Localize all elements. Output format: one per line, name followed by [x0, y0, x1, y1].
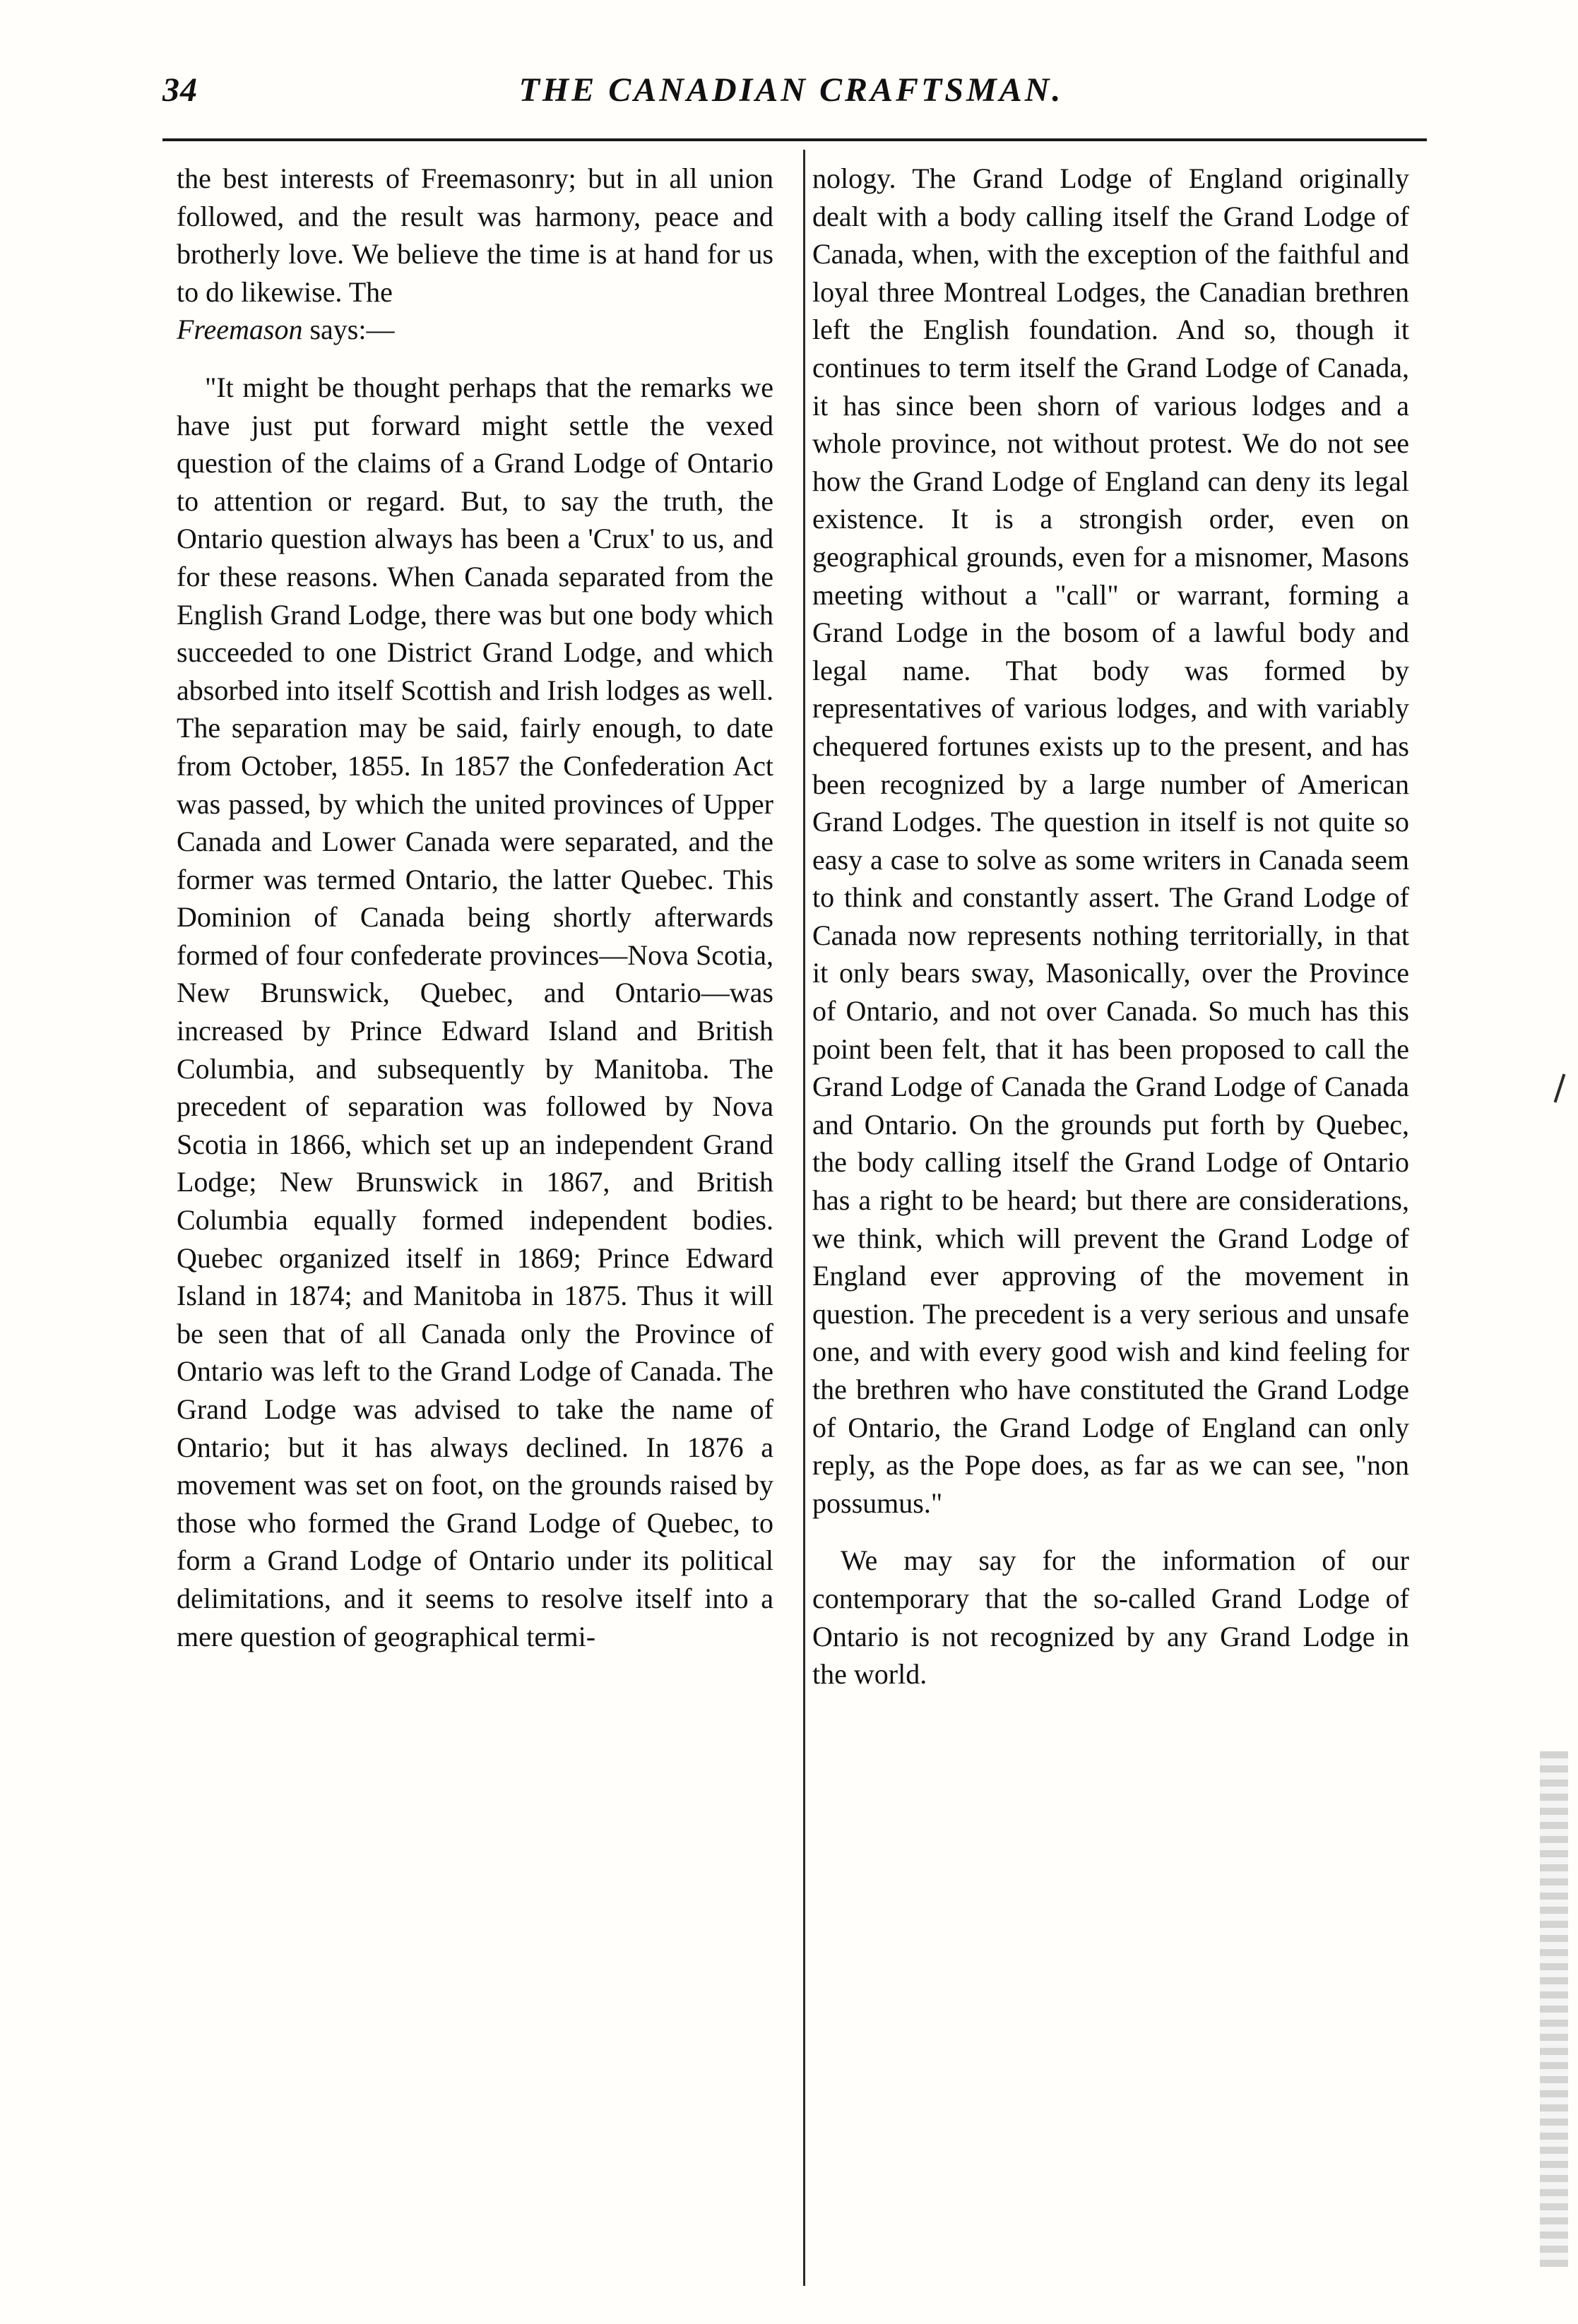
paragraph-gap [177, 349, 773, 369]
page-number: 34 [162, 71, 198, 109]
page-header [162, 71, 1420, 127]
freemason-source-name: Freemason [177, 314, 303, 346]
left-text-column [177, 160, 773, 2292]
right-paragraph-1: nology. The Grand Lodge of England originally dealt with a body calling itself the Grand Lodge of Canada, when, with the exception of the faithful and loyal three Montreal Lodges, the Canadian brethren left the English foundation. And so, though it continues to term itself the Grand Lodge of Canada, it has since been shorn of various lodges and a whole province, not without protest. We do not see how the Grand Lodge of England can deny its legal existence. It is a strongish order, even on geographical grounds, even for a misnomer, Masons meeting without a "call" or warrant, forming a Grand Lodge in the bosom of a lawful body and legal name. That body was formed by representatives of various lodges, and with variably chequered fortunes exists up to the present, and has been recognized by a large number of American Grand Lodges. The question in itself is not quite so easy a case to solve as some writers in Canada seem to think and constantly assert. The Grand Lodge of Canada now represents nothing territorially, in that it only bears sway, Masonically, over the Province of Ontario, and not over Canada. So much has this point been felt, that it has been proposed to call the Grand Lodge of Canada the Grand Lodge of Canada and Ontario. On the grounds put forth by Quebec, the body calling itself the Grand Lodge of Ontario has a right to be heard; but there are considerations, we think, which will prevent the Grand Lodge of England ever approving of the movement in question. The precedent is a very serious and unsafe one, and with every good wish and kind feeling for the brethren who have constituted the Grand Lodge of Ontario, the Grand Lodge of England can only reply, as the Pope does, as far as we can see, "non possumus." [812, 162, 1409, 1519]
freemason-says-text: says:— [309, 314, 395, 346]
column-divider-rule [803, 150, 805, 2286]
page-edge-binding-strip [1540, 1751, 1568, 2267]
left-paragraph-2: "It might be thought perhaps that the remarks we have just put forward might settle the vexed question of the claims of a Grand Lodge of Ontario to attention or regard. But, to say the truth, the Ontario question always has been a 'Crux' to us, and for these reasons. When Canada separated from the English Grand Lodge, there was but one body which succeeded to one District Grand Lodge, and which absorbed into itself Scottish and Irish lodges as well. The separation may be said, fairly enough, to date from October, 1855. In 1857 the Confederation Act was passed, by which the united provinces of Upper Canada and Lower Canada were separated, and the former was termed Ontario, the latter Quebec. This Dominion of Canada being shortly afterwards formed of four confederate provinces—Nova Scotia, New Brunswick, Quebec, and Ontario—was increased by Prince Edward Island and British Columbia, and subsequently by Manitoba. The precedent of separation was followed by Nova Scotia in 1866, which set up an independent Grand Lodge; New Brunswick in 1867, and British Columbia equally formed independent bodies. Quebec organized itself in 1869; Prince Edward Island in 1874; and Manitoba in 1875. Thus it will be seen that of all Canada only the Province of Ontario was left to the Grand Lodge of Canada. The Grand Lodge was advised to take the name of Ontario; but it has always declined. In 1876 a movement was set on foot, on the grounds raised by those who formed the Grand Lodge of Quebec, to form a Grand Lodge of Ontario under its political delimitations, and it seems to resolve itself into a mere question of geographical termi- [177, 371, 773, 1652]
paragraph-gap [812, 1522, 1409, 1542]
running-title: THE CANADIAN CRAFTSMAN. [518, 71, 1064, 109]
left-paragraph-1 [177, 160, 773, 349]
left-paragraph-1-text: the best interests of Freemasonry; but in all union followed, and the result was harmony, peace and brotherly love. We believe the time is at hand for us to do likewise. The [177, 162, 773, 308]
margin-printing-mark [1554, 1073, 1566, 1102]
right-text-column [812, 160, 1409, 2292]
header-rule [162, 138, 1427, 141]
right-paragraph-2: We may say for the information of our contemporary that the so-called Grand Lodge of Ontario is not recognized by any Grand Lodge in the world. [812, 1544, 1409, 1691]
